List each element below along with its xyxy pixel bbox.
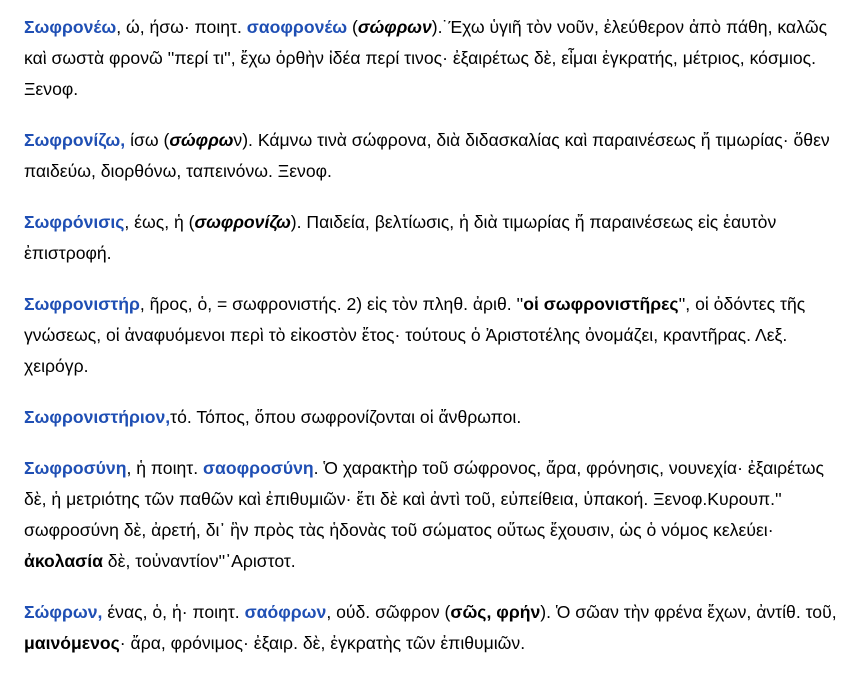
entry-text: τό. Τόπος, ὅπου σωφρονίζονται οἱ ἄνθρωποι. xyxy=(170,407,522,427)
entry-text: ). Ὁ σῶαν τὴν φρένα ἔχων, ἀντίθ. τοῦ, xyxy=(540,602,837,622)
entry-text: , έως, ἡ ( xyxy=(124,212,195,232)
entry-sophrosyne xyxy=(24,453,838,577)
entry-text: δὲ, τοὐναντίον''᾽Αριστοτ. xyxy=(102,551,296,571)
headword: Σωφρονιστήρ xyxy=(24,294,140,314)
headword: Σωφρόνισις xyxy=(24,212,125,232)
cross-reference: σαόφρων xyxy=(244,602,327,622)
entry-sophronisterion xyxy=(24,402,838,433)
cross-reference: σαοφροσύνη xyxy=(203,458,314,478)
entry-text: , ούδ. σῶφρον ( xyxy=(326,602,451,622)
entry-text: ένας, ὁ, ἡ· ποιητ. xyxy=(102,602,245,622)
entry-text: · ἄρα, φρόνιμος· ἐξαιρ. δὲ, ἐγκρατὴς τῶν ἐπιθυμιῶν. xyxy=(119,633,526,653)
headword: Σώφρων, xyxy=(24,602,103,622)
etymology-term: σωφρονίζω xyxy=(194,212,291,232)
entry-text: ).˙Έχω ὑγιῆ τὸν νοῦν, ἐλεύθερον ἀπὸ πάθη, καλῶς καὶ σωστὰ φρονῶ ''περί τι'', ἔχω ὀρθὴν ἰδέα περί τινος· ἐξαιρέτως δὲ, εἶμαι ἐγκρατής, μέτριος, κόσμιος. Ξενοφ. xyxy=(24,17,828,99)
emphasized-term: μαινόμενος xyxy=(24,633,120,653)
emphasized-term: ἀκολασία xyxy=(24,551,103,571)
entry-text: ). Παιδεία, βελτίωσις, ἡ διὰ τιμωρίας ἤ παραινέσεως εἰς ἑαυτὸν ἐπιστροφή. xyxy=(24,212,777,263)
headword: Σωφροσύνη xyxy=(24,458,127,478)
entry-text: . Ὁ χαρακτὴρ τοῦ σώφρονος, ἄρα, φρόνησις, νουνεχία· ἐξαιρέτως δὲ, ἡ μετριότης τῶν παθῶν καὶ ἐπιθυμιῶν· ἔτι δὲ καὶ ἀντὶ τοῦ, εὐπείθεια, ὑπακοή. Ξενοφ.Κυρουπ.'' σωφροσύνη δὲ, ἀρετή, δι᾽ ἣν πρὸς τὰς ἡδονὰς τοῦ σώματος οὕτως ἔχουσιν, ὡς ὁ νόμος κελεύει· xyxy=(24,458,824,540)
entry-text: , ῆρος, ὁ, = σωφρονιστής. 2) εἰς τὸν πληθ. ἀριθ. '' xyxy=(139,294,524,314)
entry-text: '', οἱ ὀδόντες τῆς γνώσεως, οἱ ἀναφυόμενοι περὶ τὸ εἰκοστὸν ἔτος· τούτους ὁ Ἀριστοτέλης ὀνομάζει, κραντῆρας. Λεξ. χειρόγρ. xyxy=(24,294,806,376)
entry-text: ν). Κάμνω τινὰ σώφρονα, διὰ διδασκαλίας καὶ παραινέσεως ἤ τιμωρίας· ὅθεν παιδεύω, διορθόνω, ταπεινόνω. Ξενοφ. xyxy=(24,130,830,181)
etymology-term: σώφρω xyxy=(169,130,234,150)
entry-sophronister xyxy=(24,289,838,382)
entry-text: , ἡ ποιητ. xyxy=(126,458,203,478)
entry-sophroneo xyxy=(24,12,838,105)
headword: Σωφρονέω xyxy=(24,17,117,37)
headword: Σωφρονίζω, xyxy=(24,130,126,150)
etymology-term: σώφρων xyxy=(357,17,432,37)
entry-text: , ώ, ήσω· ποιητ. xyxy=(116,17,247,37)
entry-sophron xyxy=(24,597,838,659)
entry-sophronisis xyxy=(24,207,838,269)
emphasized-term: οἱ σωφρονιστῆρες xyxy=(523,294,679,314)
headword: Σωφρονιστήριον, xyxy=(24,407,171,427)
cross-reference: σαοφρονέω xyxy=(246,17,348,37)
entry-sophronizo xyxy=(24,125,838,187)
emphasized-term: σῶς, φρήν xyxy=(450,602,541,622)
entry-text: ίσω ( xyxy=(125,130,170,150)
entry-text: ( xyxy=(347,17,358,37)
